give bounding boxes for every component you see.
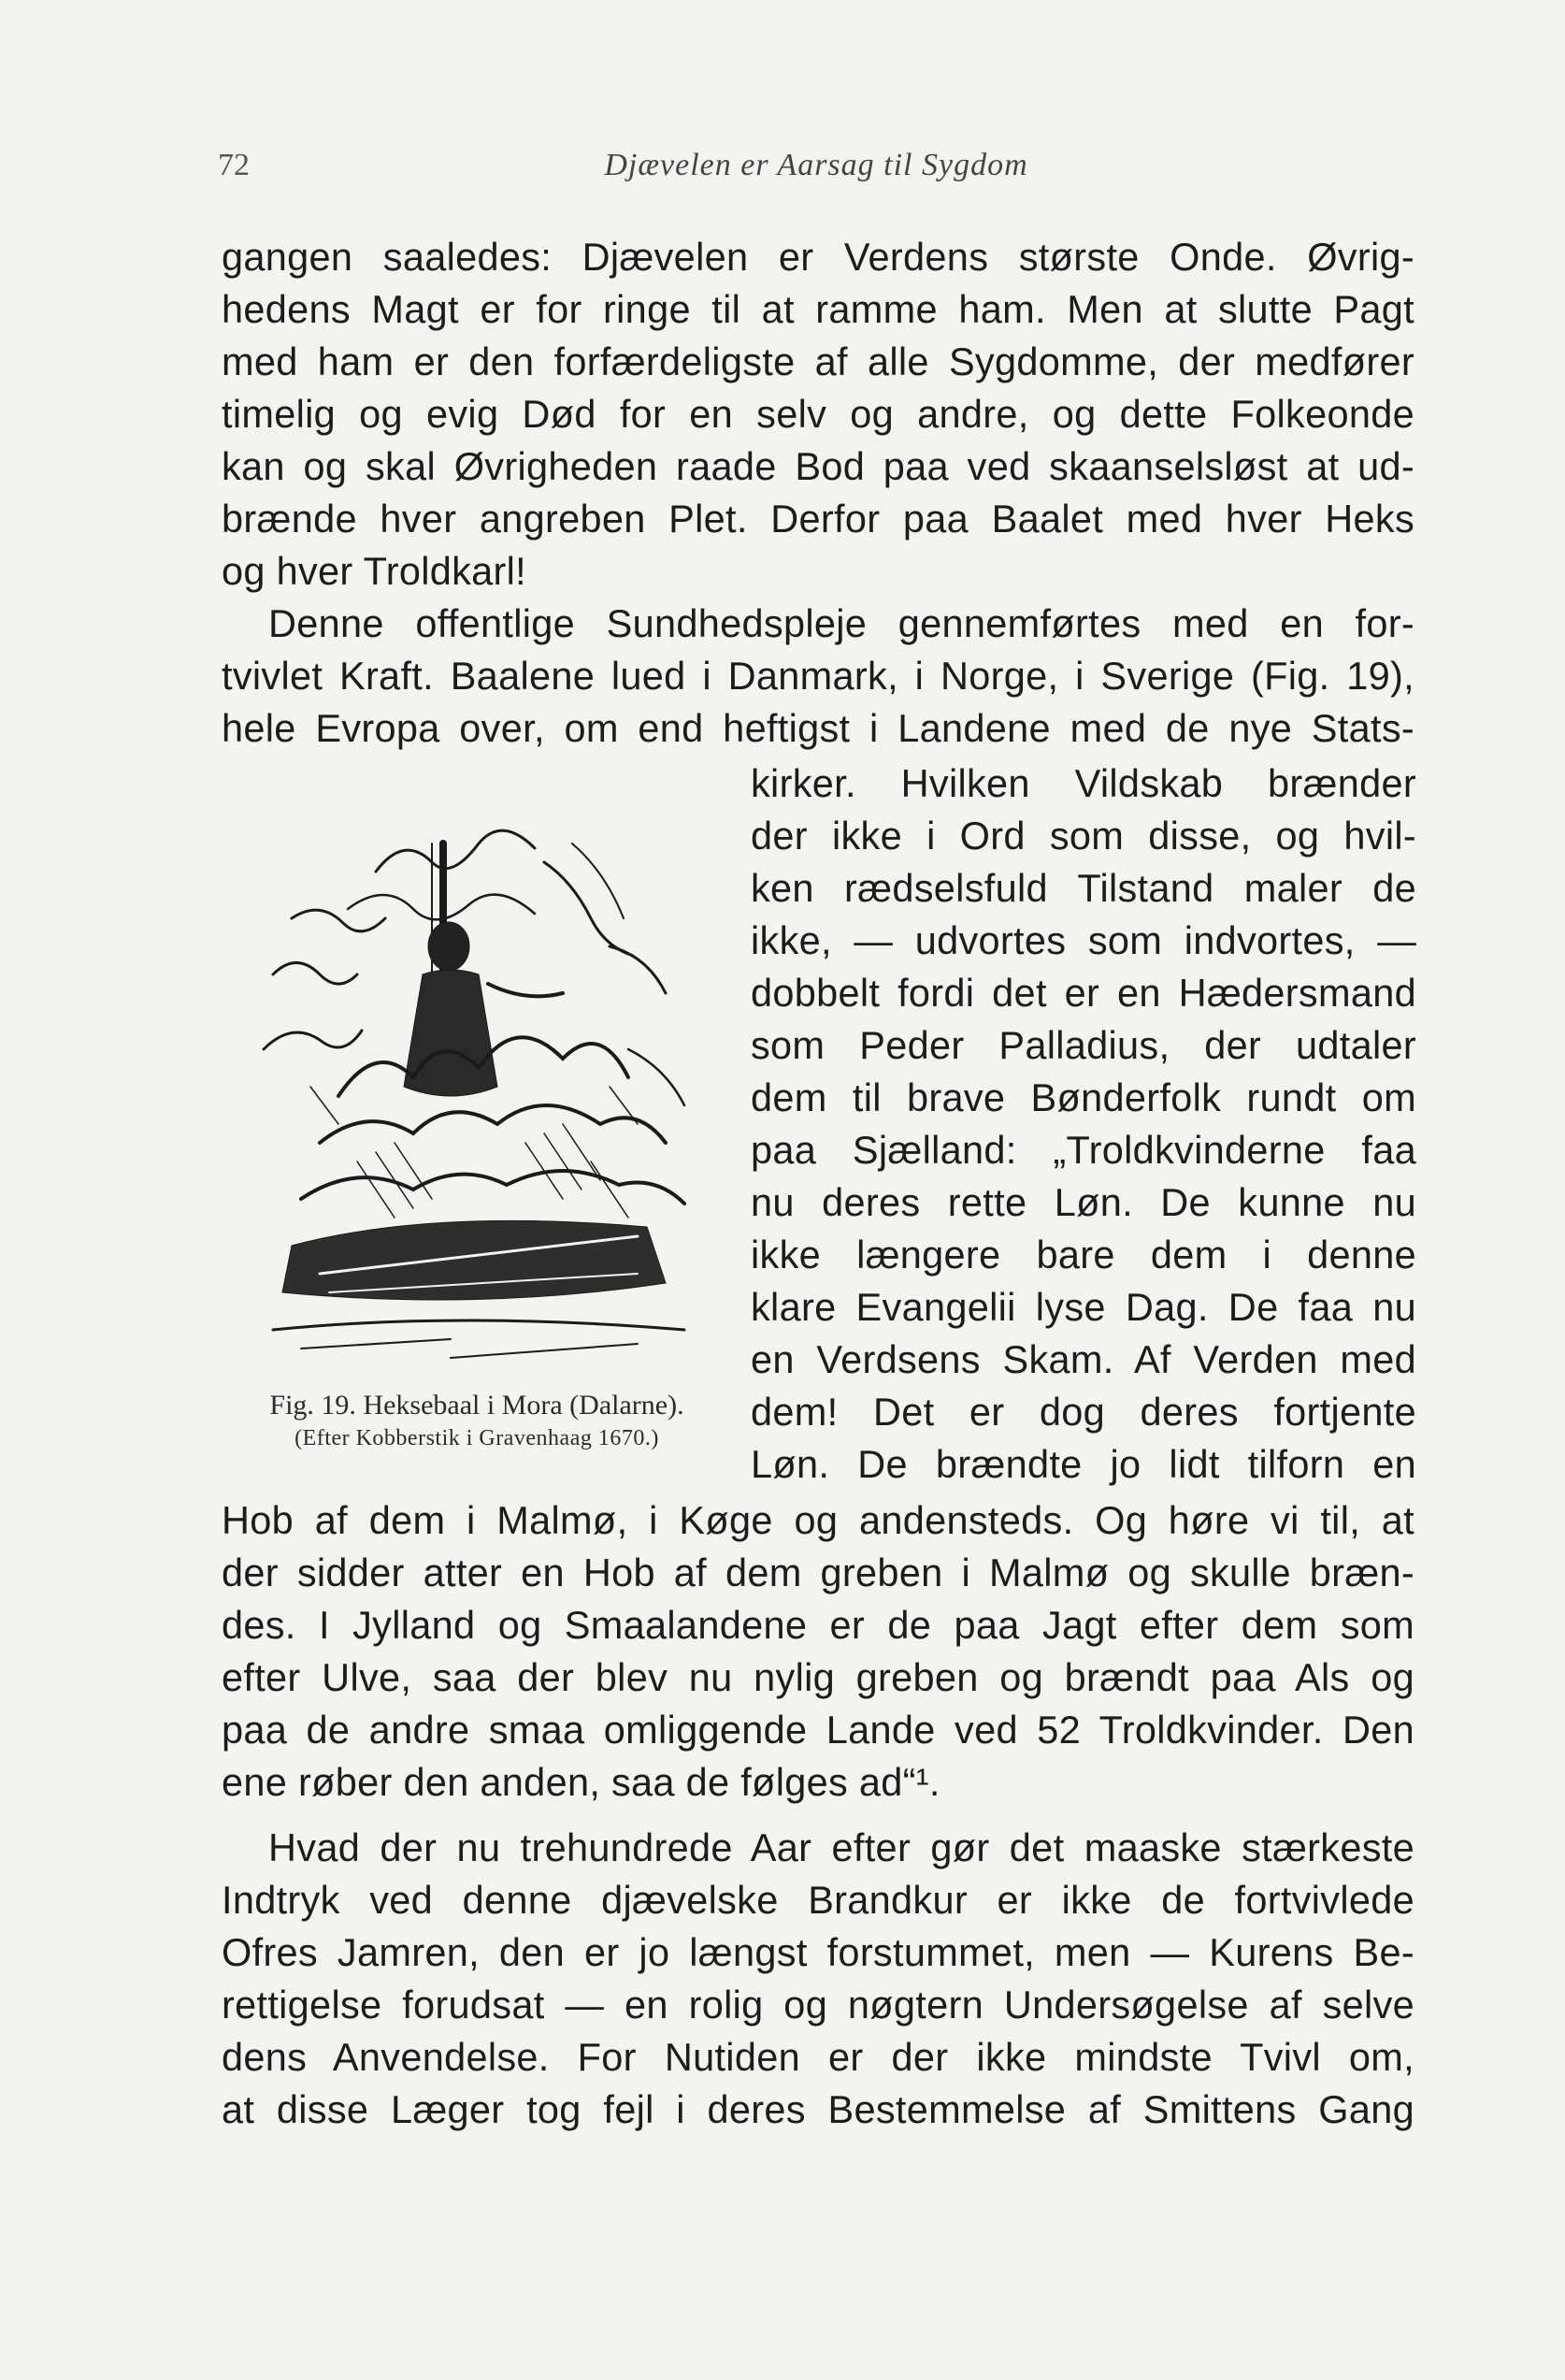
text-line: efter Ulve, saa der blev nu nylig greben og brændt paa Als og: [222, 1655, 1414, 1699]
text-line: dem til brave Bønderfolk rundt om: [751, 1075, 1416, 1119]
text-line: brænde hver angreben Plet. Derfor paa Baalet med hver Heks: [222, 497, 1414, 541]
text-line: rettigelse forudsat — en rolig og nøgtern Undersøgelse af selve: [222, 1983, 1414, 2027]
text-line: at disse Læger tog fejl i deres Bestemmelse af Smittens Gang: [222, 2087, 1414, 2131]
text-line: klare Evangelii lyse Dag. De faa nu: [751, 1285, 1416, 1329]
figure-caption: [215, 1388, 739, 1453]
caption-source: (Efter Kobberstik i Gravenhaag 1670.): [294, 1426, 659, 1450]
text-line: en Verdsens Skam. Af Verden med: [751, 1337, 1416, 1381]
text-line: ken rædselsfuld Tilstand maler de: [751, 866, 1416, 910]
text-line: paa Sjælland: „Troldkvinderne faa: [751, 1128, 1416, 1172]
engraving-illustration: [236, 806, 724, 1386]
text-line: dobbelt fordi det er en Hædersmand: [751, 971, 1416, 1015]
text-line: kirker. Hvilken Vildskab brænder: [751, 761, 1416, 805]
running-head: Djævelen er Aarsag til Sygdom: [604, 148, 1028, 182]
text-line: dem! Det er dog deres fortjente: [751, 1390, 1416, 1434]
text-line: nu deres rette Løn. De kunne nu: [751, 1180, 1416, 1224]
text-line: ikke, — udvortes som indvortes, —: [751, 918, 1416, 962]
text-line: Indtryk ved denne djævelske Brandkur er ikke de fortvivlede: [222, 1878, 1414, 1922]
paragraph-3: [222, 1822, 1414, 2136]
page-number: 72: [218, 148, 250, 182]
text-line: Denne offentlige Sundhedspleje gennemførtes med en for-: [268, 601, 1414, 645]
text-line: der sidder atter en Hob af dem greben i Malmø og skulle bræn-: [222, 1551, 1414, 1594]
text-line: timelig og evig Død for en selv og andre, og dette Folkeonde: [222, 392, 1414, 436]
text-line: ikke længere bare dem i denne: [751, 1233, 1416, 1277]
text-line: Hvad der nu trehundrede Aar efter gør det maaske stærkeste: [268, 1825, 1414, 1869]
text-line: des. I Jylland og Smaalandene er de paa Jagt efter dem som: [222, 1603, 1414, 1647]
text-line: der ikke i Ord som disse, og hvil-: [751, 814, 1416, 858]
text-line: kan og skal Øvrigheden raade Bod paa ved skaanselsløst at ud-: [222, 444, 1414, 488]
text-line: gangen saaledes: Djævelen er Verdens største Onde. Øvrig-: [222, 235, 1414, 279]
text-line: hele Evropa over, om end heftigst i Landene med de nye Stats-: [222, 706, 1414, 750]
paragraph-2-beside-figure: [751, 757, 1416, 1491]
paragraph-1: [222, 231, 1414, 755]
text-line: dens Anvendelse. For Nutiden er der ikke mindste Tvivl om,: [222, 2035, 1414, 2079]
page-header: [218, 148, 1414, 193]
caption-title: Fig. 19. Heksebaal i Mora (Dalarne).: [269, 1390, 684, 1421]
text-line: Løn. De brændte jo lidt tilforn en: [751, 1442, 1416, 1486]
text-line: tvivlet Kraft. Baalene lued i Danmark, i Norge, i Sverige (Fig. 19),: [222, 654, 1414, 698]
paragraph-2-continued: [222, 1494, 1414, 1809]
text-line: som Peder Palladius, der udtaler: [751, 1023, 1416, 1067]
text-line: med ham er den forfærdeligste af alle Sygdomme, der medfører: [222, 339, 1414, 383]
text-line: hedens Magt er for ringe til at ramme ham. Men at slutte Pagt: [222, 287, 1414, 331]
text-line: ene røber den anden, saa de følges ad“¹.: [222, 1760, 940, 1804]
text-line: Ofres Jamren, den er jo længst forstummet, men — Kurens Be-: [222, 1930, 1414, 1974]
text-line: Hob af dem i Malmø, i Køge og andensteds. Og høre vi til, at: [222, 1498, 1414, 1542]
text-line: paa de andre smaa omliggende Lande ved 52 Troldkvinder. Den: [222, 1708, 1414, 1752]
text-line: og hver Troldkarl!: [222, 549, 527, 593]
figure-witch-pyre-illustration: [236, 806, 724, 1386]
